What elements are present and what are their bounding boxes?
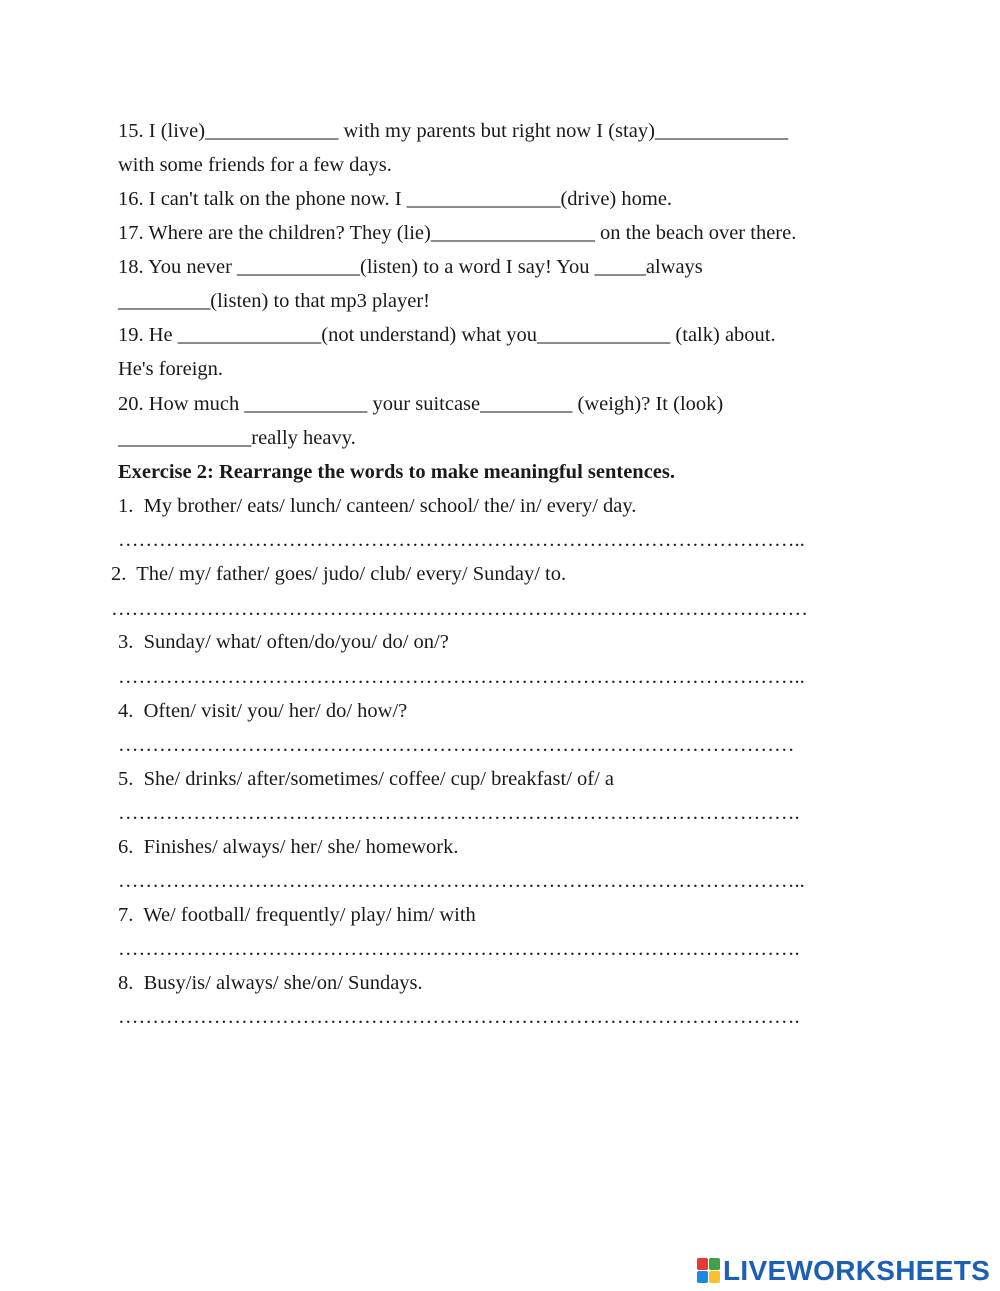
answer-line[interactable]: ……………………………………………………………………………………… <box>118 734 795 756</box>
exercise-line: _________(listen) to that mp3 player! <box>118 290 430 312</box>
question-prompt: 3. Sunday/ what/ often/do/you/ do/ on/? <box>118 631 449 653</box>
question-prompt: 8. Busy/is/ always/ she/on/ Sundays. <box>118 972 423 994</box>
question-prompt: 6. Finishes/ always/ her/ she/ homework. <box>118 836 459 858</box>
question-prompt: 7. We/ football/ frequently/ play/ him/ with <box>118 904 476 926</box>
answer-line[interactable]: ……………………………………………………………………………………….. <box>118 666 805 688</box>
exercise-line: 20. How much ____________ your suitcase_________ (weigh)? It (look) <box>118 393 724 415</box>
exercise-line: 17. Where are the children? They (lie)________________ on the beach over there. <box>118 222 797 244</box>
exercise-line: 18. You never ____________(listen) to a word I say! You _____always <box>118 256 703 278</box>
logo-text: LIVEWORKSHEETS <box>723 1255 991 1286</box>
question-prompt: 5. She/ drinks/ after/sometimes/ coffee/ cup/ breakfast/ of/ a <box>118 768 615 790</box>
answer-line[interactable]: ……………………………………………………………………………………….. <box>118 870 805 892</box>
question-prompt: 1. My brother/ eats/ lunch/ canteen/ school/ the/ in/ every/ day. <box>118 495 637 517</box>
answer-line[interactable]: ………………………………………………………………………………………. <box>118 938 800 960</box>
answer-line[interactable]: ………………………………………………………………………………………. <box>118 1006 800 1028</box>
exercise-line: 19. He ______________(not understand) what you_____________ (talk) about. <box>118 324 776 346</box>
exercise-line: with some friends for a few days. <box>118 154 392 176</box>
question-prompt: 4. Often/ visit/ you/ her/ do/ how/? <box>118 700 408 722</box>
exercise-heading: Exercise 2: Rearrange the words to make meaningful sentences. <box>118 461 676 483</box>
exercise-line: 15. I (live)_____________ with my parents but right now I (stay)_____________ <box>118 120 789 142</box>
answer-line[interactable]: ………………………………………………………………………………………. <box>118 802 800 824</box>
exercise-line: He's foreign. <box>118 358 224 380</box>
answer-line[interactable]: ………………………………………………………………………………………… <box>111 598 808 620</box>
exercise-line: _____________really heavy. <box>118 427 356 449</box>
logo-mark-icon <box>697 1258 721 1284</box>
answer-line[interactable]: ……………………………………………………………………………………….. <box>118 529 805 551</box>
liveworksheets-logo <box>697 1255 990 1287</box>
question-prompt: 2. The/ my/ father/ goes/ judo/ club/ every/ Sunday/ to. <box>111 563 567 585</box>
exercise-line: 16. I can't talk on the phone now. I _______________(drive) home. <box>118 188 673 210</box>
